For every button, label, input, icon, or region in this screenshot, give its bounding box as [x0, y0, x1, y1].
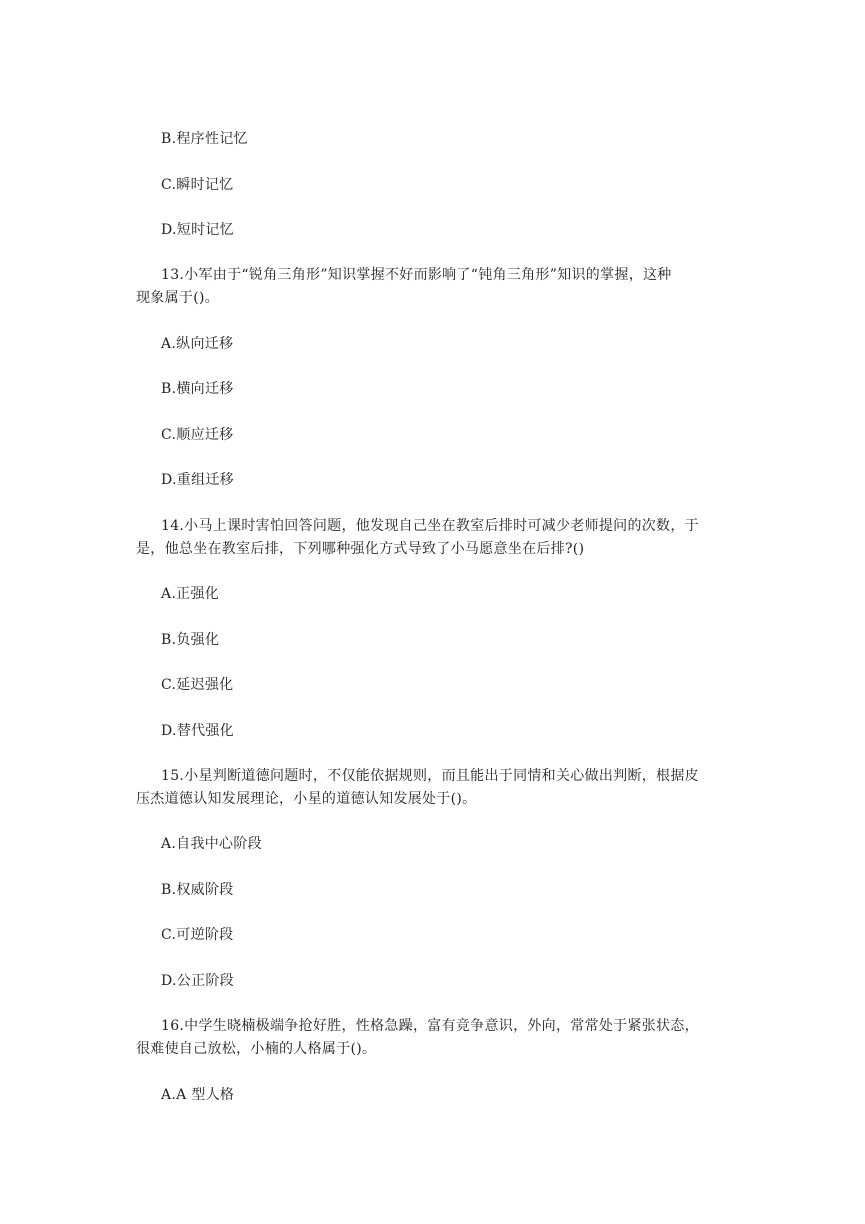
option-13-b: B.横向迁移 — [161, 381, 234, 397]
option-13-c: C.顺应迁移 — [161, 427, 234, 443]
question-13-line-2: 现象属于()。 — [136, 290, 220, 306]
option-15-d: D.公正阶段 — [161, 973, 234, 989]
option-13-a: A.纵向迁移 — [161, 336, 234, 352]
question-16-line-1: 16.中学生晓楠极端争抢好胜，性格急躁，富有竞争意识，外向，常常处于紧张状态， — [161, 1018, 699, 1034]
question-16-line-2: 很难使自己放松，小楠的人格属于()。 — [136, 1041, 377, 1057]
option-12-b: B.程序性记忆 — [161, 131, 248, 147]
option-14-a: A.正强化 — [161, 586, 220, 602]
option-15-c: C.可逆阶段 — [161, 927, 234, 943]
option-12-c: C.瞬时记忆 — [161, 177, 234, 193]
option-14-d: D.替代强化 — [161, 723, 234, 739]
option-15-a: A.自我中心阶段 — [161, 836, 262, 852]
option-13-d: D.重组迁移 — [161, 472, 234, 488]
question-14-line-2: 是，他总坐在教室后排，下列哪种强化方式导致了小马愿意坐在后排?() — [136, 541, 585, 557]
question-13-line-1: 13.小军由于“锐角三角形”知识掌握不好而影响了“钝角三角形”知识的掌握，这种 — [161, 267, 672, 283]
option-12-d: D.短时记忆 — [161, 222, 234, 238]
question-15-line-1: 15.小星判断道德问题时，不仅能依据规则，而且能出于同情和关心做出判断，根据皮 — [161, 768, 699, 784]
option-16-a: A.A 型人格 — [161, 1087, 235, 1103]
option-14-c: C.延迟强化 — [161, 677, 234, 693]
question-14-line-1: 14.小马上课时害怕回答问题，他发现自己坐在教室后排时可减少老师提问的次数，于 — [161, 518, 699, 534]
question-15-line-2: 压杰道德认知发展理论，小星的道德认知发展处于()。 — [136, 791, 477, 807]
option-15-b: B.权威阶段 — [161, 882, 234, 898]
option-14-b: B.负强化 — [161, 632, 220, 648]
